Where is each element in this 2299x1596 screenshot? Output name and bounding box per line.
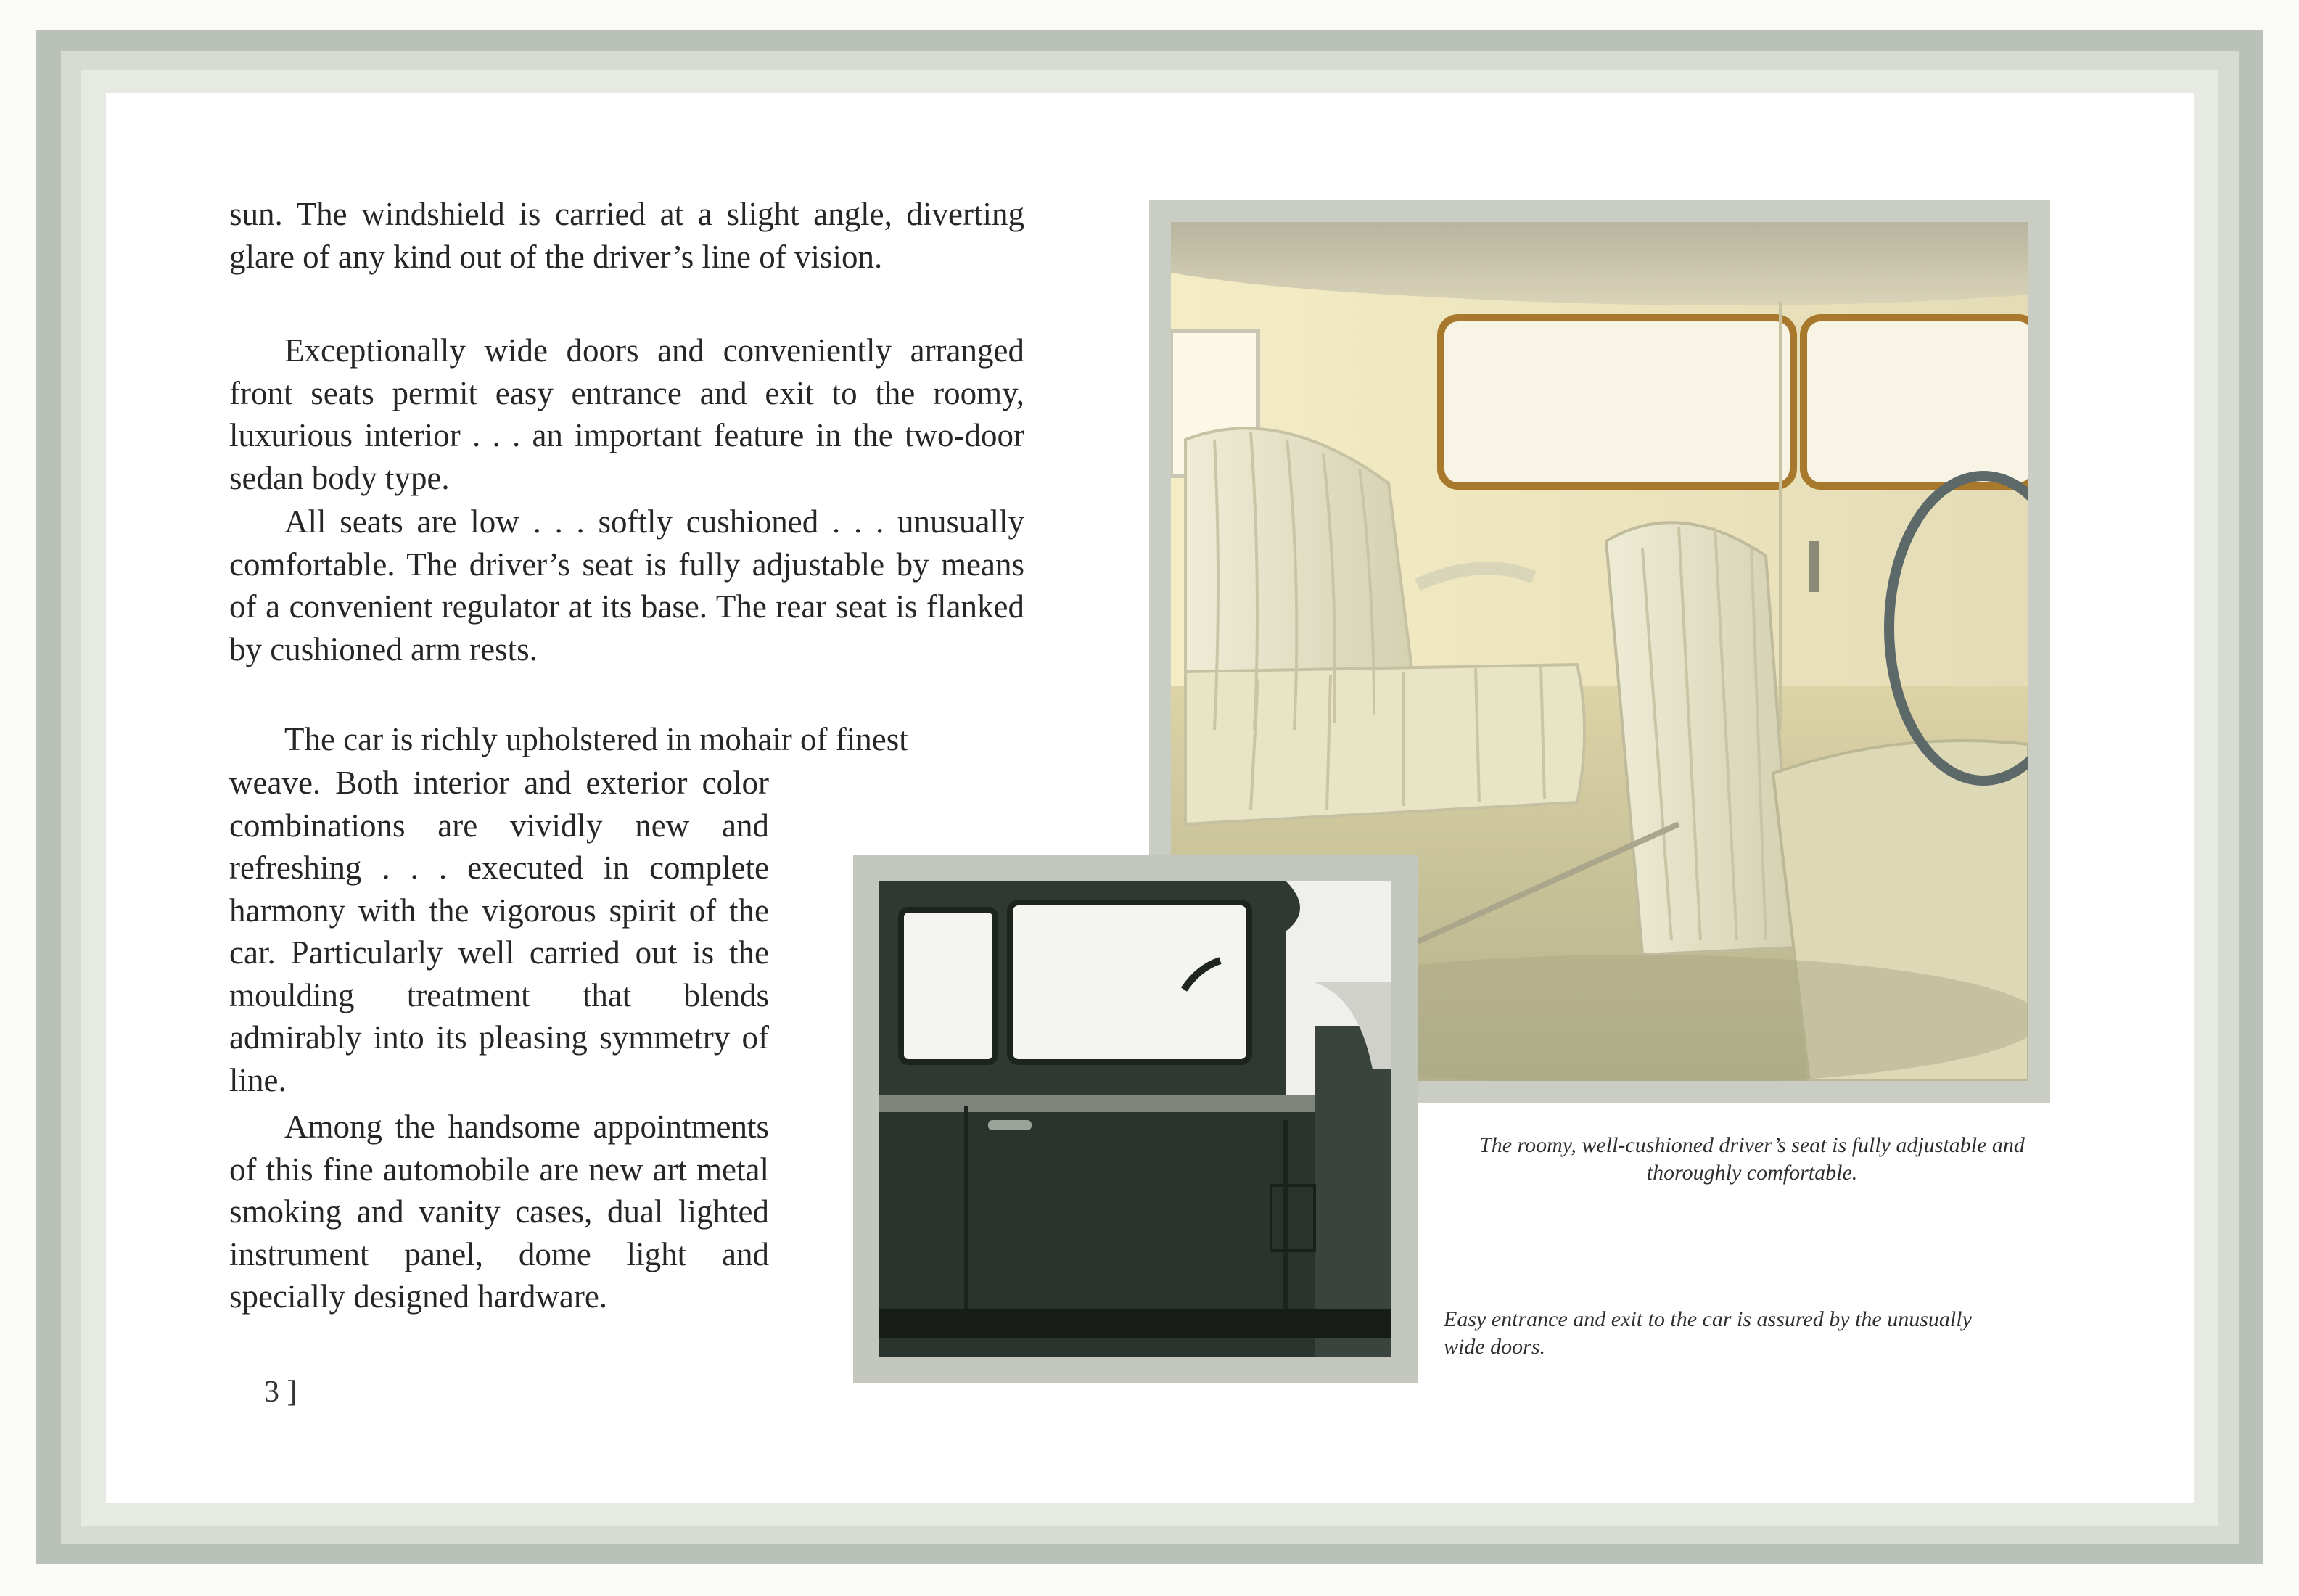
car-door-image bbox=[879, 881, 1391, 1357]
caption-interior: The roomy, well-cushioned driver’s seat is fully adjustable and thoroughly comfortable. bbox=[1479, 1133, 2025, 1185]
rear-quarter-window bbox=[901, 910, 995, 1062]
paragraph-windshield: sun. The windshield is carried at a slight angle, diverting glare of any kind out of the driver’s line of vision. bbox=[229, 196, 1024, 275]
side-window-front bbox=[1804, 318, 2028, 486]
side-window-rear bbox=[1441, 318, 1793, 486]
caption-exterior: Easy entrance and exit to the car is assured by the unusually wide doors. bbox=[1444, 1307, 1972, 1359]
running-board bbox=[879, 1309, 1391, 1338]
paragraph-doors: Exceptionally wide doors and conveniently arranged front seats permit easy entrance and exit to the roomy, luxurious interior . . . an important feature in the two-door sedan body type. bbox=[229, 332, 1024, 496]
exterior-illustration-frame bbox=[853, 855, 1418, 1383]
exterior-door-handle bbox=[988, 1120, 1032, 1130]
cowl bbox=[1315, 1026, 1391, 1357]
page-number: 3 ] bbox=[264, 1375, 297, 1409]
paragraph-appointments: Among the handsome appointments of this fine automobile are new art metal smoking and vanity cases, dual lighted instrument panel, dome light and specially designed hardware. bbox=[229, 1108, 769, 1315]
paragraph-seats: All seats are low . . . softly cushioned . . . unusually comfortable. The driver’s seat is fully adjustable by means of a convenient regulator at its base. The rear seat is flanked by cushioned arm rests. bbox=[229, 503, 1024, 667]
door-handle bbox=[1809, 541, 1819, 592]
door-window bbox=[1010, 902, 1249, 1062]
rear-seat-cushion bbox=[1185, 665, 1584, 824]
exterior-illustration bbox=[879, 881, 1391, 1357]
paragraph-upholstery: weave. Both interior and exterior color combinations are vividly new and refreshing . . . executed in complete harmony with the vigorous spirit of the car. Particularly well carried out is the moulding treatment that blends admirably into its pleasing symmetry of line. bbox=[229, 765, 769, 1098]
paragraph-upholstery-start: The car is richly upholstered in mohair of finest bbox=[284, 721, 908, 757]
